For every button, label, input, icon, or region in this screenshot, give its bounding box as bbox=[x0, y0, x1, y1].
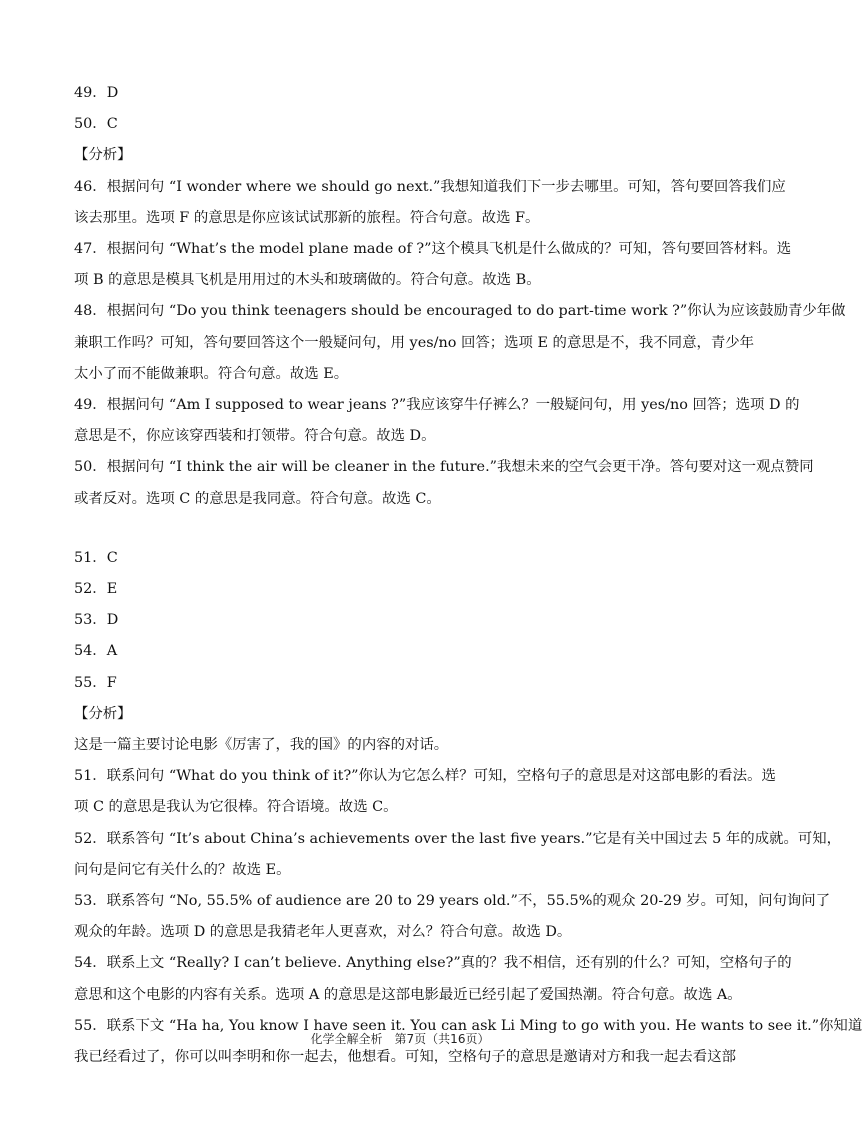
analysis-line: 该去那里。选项 F 的意思是你应该试试那新的旅程。符合句意。故选 F。 bbox=[74, 209, 540, 226]
analysis-line: 意思和这个电影的内容有关系。选项 A 的意思是这部电影最近已经引起了爱国热潮。符合句意。故选 A。 bbox=[74, 986, 742, 1003]
analysis-line: 问句是问它有关什么的？故选 E。 bbox=[74, 861, 291, 878]
section-gap bbox=[74, 515, 734, 543]
analysis-line: 项 C 的意思是我认为它很棒。符合语境。故选 C。 bbox=[74, 799, 398, 816]
analysis-line: 意思是不，你应该穿西装和打领带。符合句意。故选 D。 bbox=[74, 428, 436, 445]
analysis-heading: 【分析】 bbox=[74, 147, 132, 164]
answer-51: 51．C bbox=[74, 549, 118, 566]
analysis-line: 50．根据问句 “I think the air will be cleaner in the future.”我想未来的空气会更干净。答句要对这一观点赞同 bbox=[74, 459, 814, 476]
analysis-heading: 【分析】 bbox=[74, 705, 132, 722]
answer-49: 49．D bbox=[74, 85, 119, 101]
answer-block-51-55 bbox=[74, 543, 862, 1073]
page-content bbox=[74, 78, 862, 1073]
analysis-line: 53．联系答句 “No, 55.5% of audience are 20 to 29 years old.”不，55.5%的观众 20-29 岁。可知，问句询问了 bbox=[74, 893, 831, 910]
answer-55: 55．F bbox=[74, 674, 117, 691]
analysis-line: 这是一篇主要讨论电影《厉害了，我的国》的内容的对话。 bbox=[74, 737, 449, 754]
analysis-line: 47．根据问句 “What’s the model plane made of ?”这个模具飞机是什么做成的？可知，答句要回答材料。选 bbox=[74, 241, 792, 258]
analysis-line: 46．根据问句 “I wonder where we should go next.”我想知道我们下一步去哪里。可知，答句要回答我们应 bbox=[74, 178, 786, 195]
analysis-line: 项 B 的意思是模具飞机是用用过的木头和玻璃做的。符合句意。故选 B。 bbox=[74, 272, 541, 289]
analysis-line: 55．联系下文 “Ha ha, You know I have seen it. You can ask Li Ming to go with you. He wants to see it.”你知道 bbox=[74, 1017, 862, 1034]
analysis-line: 48．根据问句 “Do you think teenagers should be encouraged to do part-time work ?”你认为应该鼓励青少年做 bbox=[74, 303, 846, 320]
analysis-line: 兼职工作吗？可知，答句要回答这个一般疑问句，用 yes/no 回答；选项 E 的意思是不，我不同意，青少年 bbox=[74, 334, 755, 351]
page-footer: 化学全解全析 第7页（共16页） bbox=[310, 1032, 490, 1046]
answer-52: 52．E bbox=[74, 581, 118, 598]
analysis-line: 太小了而不能做兼职。符合句意。故选 E。 bbox=[74, 365, 349, 382]
analysis-line: 52．联系答句 “It’s about China’s achievements over the last five years.”它是有关中国过去 5 年的成就。可知， bbox=[74, 830, 842, 847]
analysis-line: 我已经看过了，你可以叫李明和你一起去，他想看。可知，空格句子的意思是邀请对方和我一起去看这部 bbox=[74, 1049, 736, 1066]
analysis-line: 观众的年龄。选项 D 的意思是我猜老年人更喜欢，对么？符合句意。故选 D。 bbox=[74, 924, 572, 941]
answer-53: 53．D bbox=[74, 612, 119, 629]
analysis-line: 54．联系上文 “Really? I can’t believe. Anything else?”真的？我不相信，还有别的什么？可知，空格句子的 bbox=[74, 955, 792, 972]
analysis-line: 或者反对。选项 C 的意思是我同意。符合句意。故选 C。 bbox=[74, 490, 441, 507]
answer-block-46-50 bbox=[74, 78, 846, 515]
analysis-line: 51．联系问句 “What do you think of it?”你认为它怎么样？可知，空格句子的意思是对这部电影的看法。选 bbox=[74, 768, 776, 785]
answer-50: 50．C bbox=[74, 116, 118, 133]
answer-54: 54．A bbox=[74, 643, 118, 660]
analysis-line: 49．根据问句 “Am I supposed to wear jeans ?”我应该穿牛仔裤么？一般疑问句，用 yes/no 回答；选项 D 的 bbox=[74, 397, 800, 414]
